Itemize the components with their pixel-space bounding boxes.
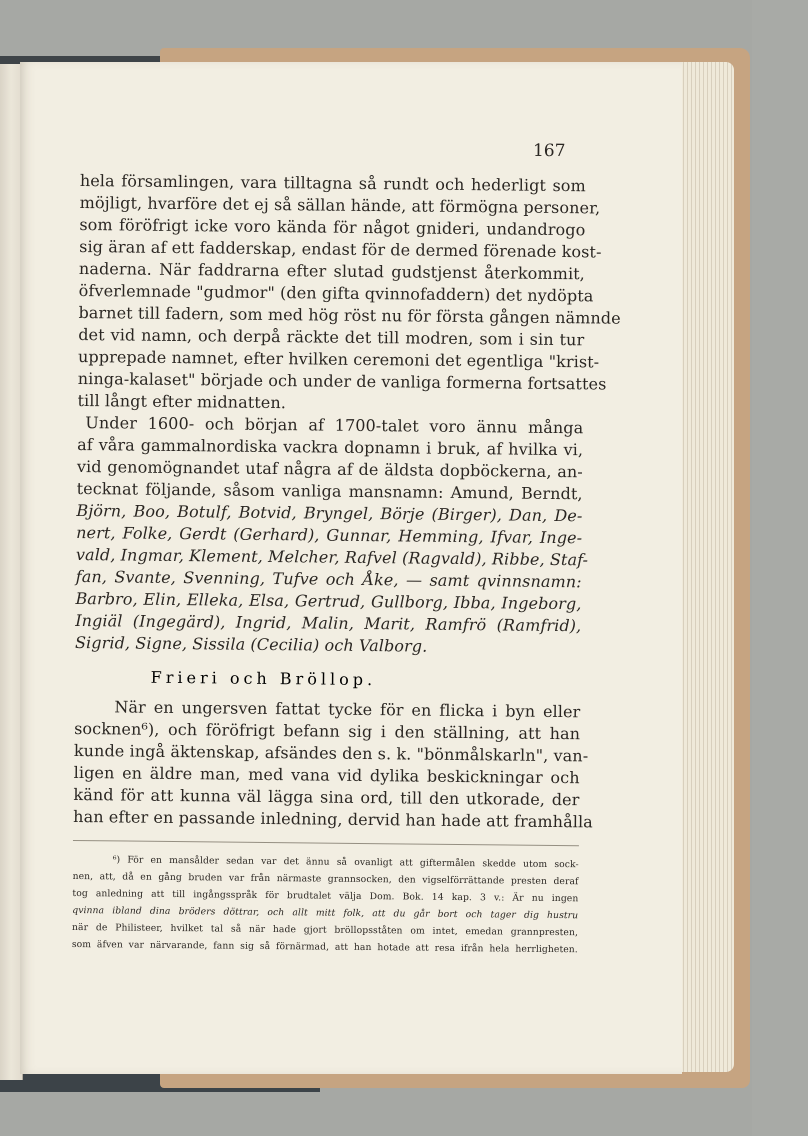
text-line: tecknat följande, såsom vanliga mansnamn: Amund, Berndt, <box>76 478 583 504</box>
text-line: ligen en äldre man, med vana vid dylika beskickningar och <box>73 762 580 788</box>
footnote-line: qvinna ibland dina bröders döttrar, och allt mitt folk, att du går bort och tager dig hustru <box>72 904 579 922</box>
text-line: hela församlingen, vara tilltagna så rundt och hederligt som <box>79 170 586 196</box>
text-line: känd för att kunna väl lägga sina ord, till den utkorade, der <box>73 784 580 810</box>
text-line: nert, Folke, Gerdt (Gerhard), Gunnar, Hemming, Ifvar, Inge- <box>76 522 583 548</box>
text-line: till långt efter midnatten. <box>77 390 287 413</box>
text-line: vid genomögnandet utaf några af de äldsta dopböckerna, an- <box>76 456 583 482</box>
text-line: af våra gammalnordiska vackra dopnamn i bruk, af hvilka vi, <box>77 434 584 460</box>
text-line: det vid namn, och derpå räckte det till modren, som i sin tur <box>78 324 585 350</box>
footnote <box>72 851 579 958</box>
footnote-divider <box>73 840 579 846</box>
text-line: Under 1600- och början af 1700-talet voro ännu många <box>85 413 584 438</box>
text-line: möjligt, hvarföre det ej så sällan hände, att förmögna personer, <box>79 192 601 218</box>
text-line: vald, Ingmar, Klement, Melcher, Rafvel (Ragvald), Ribbe, Staf- <box>75 544 589 570</box>
text-line: socknen⁶), och föröfrigt befann sig i den ställning, att han <box>74 718 581 744</box>
text-line: sig äran af ett fadderskap, endast för de dermed förenade kost- <box>79 236 602 262</box>
text-line: upprepade namnet, efter hvilken ceremoni det egentliga "krist- <box>77 346 600 372</box>
footnote-line: tog anledning att till ingångsspråk för brudtalet välja Dom. Bok. 14 kap. 3 v.: Är nu ingen <box>72 887 579 905</box>
text-line: öfverlemnade "gudmor" (den gifta qvinnofaddern) det nydöpta <box>78 280 594 306</box>
text-line: När en ungersven fattat tycke för en flicka i byn eller <box>114 697 581 722</box>
footnote-line: som äfven var närvarande, fann sig så förnärmad, att han hotade att resa ifrån hela herrligheten. <box>71 938 578 956</box>
paragraph-2 <box>74 412 589 659</box>
paragraph-3 <box>73 696 593 833</box>
page-text <box>71 170 621 958</box>
text-line: han efter en passande inledning, dervid han hade att framhålla <box>73 806 593 832</box>
text-line: Barbro, Elin, Elleka, Elsa, Gertrud, Gullborg, Ibba, Ingeborg, <box>75 588 582 614</box>
text-line: som föröfrigt icke voro kända för något gnideri, undandrogo <box>79 214 586 240</box>
section-heading: Frieri och Bröllop. <box>150 667 377 690</box>
text-line: barnet till fadern, som med hög röst nu för första gången nämnde <box>78 302 621 328</box>
text-line: Sigrid, Signe, Sissila (Cecilia) och Valborg. <box>74 632 428 656</box>
page-number: 167 <box>532 140 566 162</box>
text-line: kunde ingå äktenskap, afsändes den s. k. "bönmålskarln", van- <box>73 740 589 766</box>
paragraph-1 <box>77 170 621 417</box>
text-line: Björn, Boo, Botulf, Botvid, Bryngel, Börje (Birger), Dan, De- <box>76 500 583 526</box>
page-stack-edge <box>676 62 734 1072</box>
footnote-line: nen, att, då en gång bruden var från närmaste grannsocken, den vigselförrättande presten deraf <box>72 870 579 888</box>
text-line: fan, Svante, Svenning, Tufve och Åke, — samt qvinnsnamn: <box>75 566 582 592</box>
text-line: Ingiäl (Ingegärd), Ingrid, Malin, Marit, Ramfrö (Ramfrid), <box>75 610 582 636</box>
text-line: naderna. När faddrarna efter slutad gudstjenst återkommit, <box>78 258 586 284</box>
text-line: ninga-kalaset" började och under de vanliga formerna fortsattes <box>77 368 607 394</box>
background-right <box>752 0 808 1136</box>
footnote-line: när de Philisteer, hvilket tal så när hade gjort bröllopsståten om intet, emedan grannpresten, <box>72 921 579 939</box>
footnote-line: ⁶) För en mansålder sedan var det ännu så ovanligt att giftermålen skedde utom sock- <box>112 854 579 871</box>
